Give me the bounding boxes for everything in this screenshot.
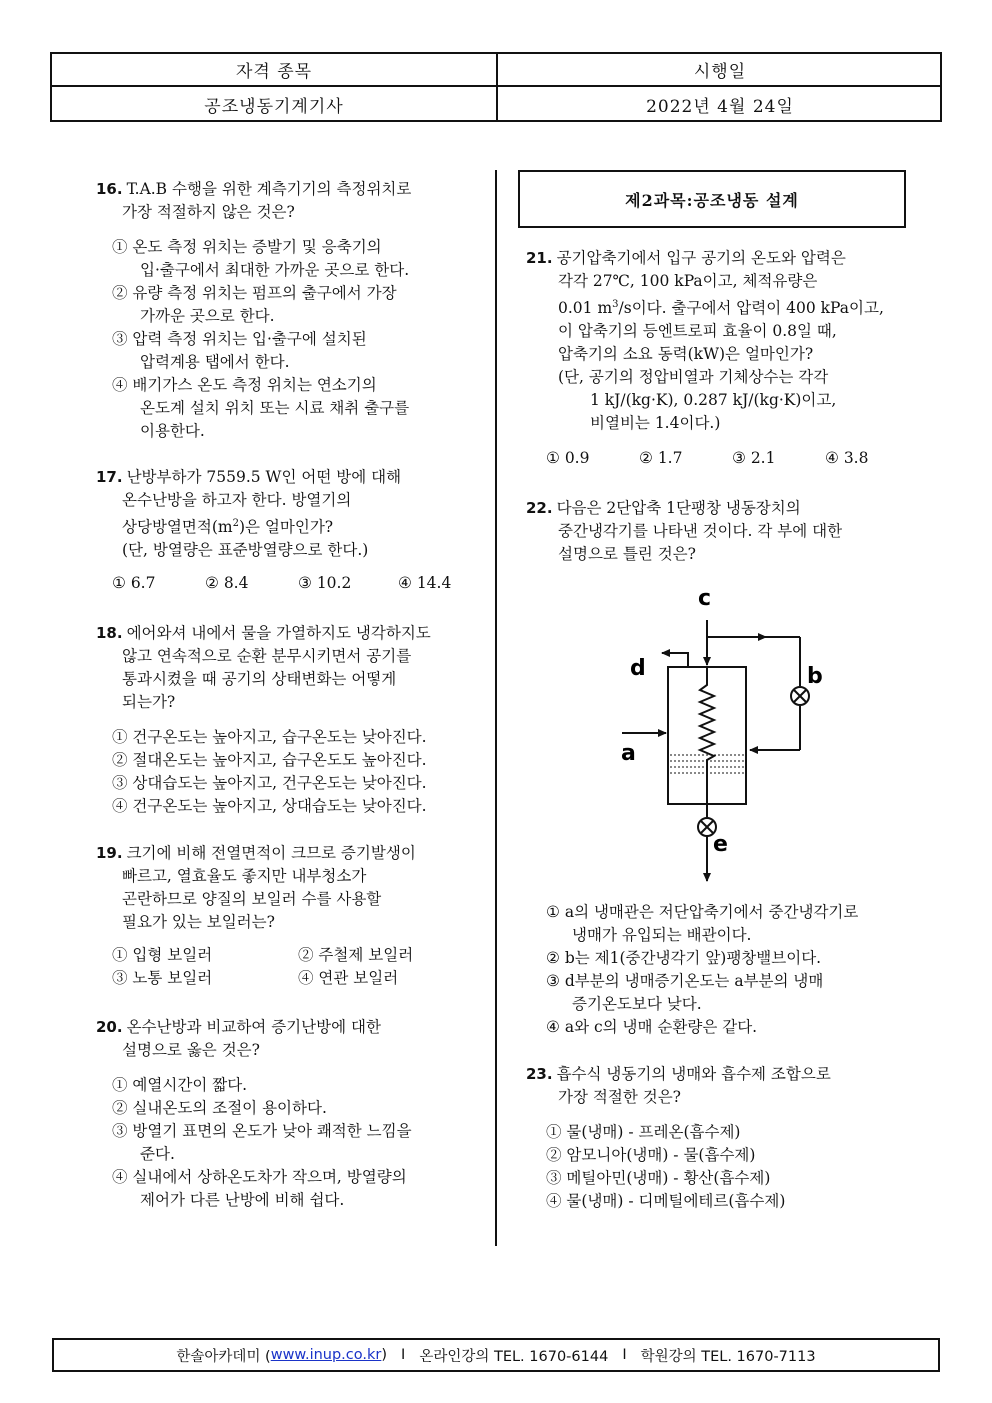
answer-option: ① 물(냉매) - 프레온(흡수제) bbox=[546, 1123, 741, 1141]
question-condition: (단, 공기의 정압비열과 기체상수는 각각 bbox=[558, 368, 829, 387]
question-number: 23. bbox=[526, 1065, 553, 1083]
answer-option: ③ 메틸아민(냉매) - 황산(흡수제) bbox=[546, 1169, 771, 1187]
answer-option: ③ 10.2 bbox=[298, 574, 352, 593]
answer-option: ④ 14.4 bbox=[398, 574, 452, 593]
header-value-date: 2022년 4월 24일 bbox=[646, 97, 794, 117]
question-18 bbox=[96, 622, 431, 818]
answer-option: ① 입형 보일러 bbox=[112, 946, 213, 964]
header-value-category: 공조냉동기계기사 bbox=[52, 87, 498, 122]
answer-option-cont: 제어가 다른 난방에 비해 쉽다. bbox=[140, 1191, 345, 1209]
answer-option: ④ 실내에서 상하온도차가 작으며, 방열량의 bbox=[112, 1168, 407, 1186]
answer-option-cont: 냉매가 유입되는 배관이다. bbox=[572, 926, 752, 944]
answer-option-cont: 가까운 곳으로 한다. bbox=[140, 307, 275, 325]
question-text: 크기에 비해 전열면적이 크므로 증기발생이 bbox=[126, 844, 416, 862]
question-condition: 1 kJ/(kg·K), 0.287 kJ/(kg·K)이고, bbox=[590, 391, 837, 410]
question-text: 에어와셔 내에서 물을 가열하지도 냉각하지도 bbox=[126, 624, 431, 642]
diagram-label-b: b bbox=[807, 664, 823, 689]
question-21 bbox=[526, 247, 884, 470]
question-text: 가장 적절하지 않은 것은? bbox=[122, 203, 295, 221]
question-number: 22. bbox=[526, 499, 553, 517]
answer-option: ④ 배기가스 온도 측정 위치는 연소기의 bbox=[112, 376, 377, 394]
footer-academy-close: ) bbox=[381, 1347, 388, 1363]
question-number: 20. bbox=[96, 1018, 123, 1036]
question-text: 않고 연속적으로 순환 분무시키면서 공기를 bbox=[122, 647, 412, 665]
question-number: 18. bbox=[96, 624, 123, 642]
answer-option: ③ 노통 보일러 bbox=[112, 969, 213, 987]
answer-option-cont: 이용한다. bbox=[140, 422, 205, 440]
question-text: 난방부하가 7559.5 W인 어떤 방에 대해 bbox=[126, 468, 402, 486]
answer-option: ① 6.7 bbox=[112, 574, 156, 593]
question-22-options bbox=[526, 901, 858, 1039]
answer-option: ④ 건구온도는 높아지고, 상대습도는 낮아진다. bbox=[112, 797, 427, 815]
question-text: 압축기의 소요 동력(kW)은 얼마인가? bbox=[558, 345, 814, 364]
question-23 bbox=[526, 1063, 831, 1213]
answer-option: ④ 연관 보일러 bbox=[298, 969, 399, 987]
answer-option: ② 유량 측정 위치는 펌프의 출구에서 가장 bbox=[112, 284, 397, 302]
question-text: T.A.B 수행을 위한 계측기기의 측정위치로 bbox=[126, 180, 412, 198]
question-text: 필요가 있는 보일러는? bbox=[122, 913, 275, 931]
diagram-label-c: c bbox=[698, 586, 712, 611]
question-text: 중간냉각기를 나타낸 것이다. 각 부에 대한 bbox=[558, 522, 843, 540]
question-condition: 비열비는 1.4이다.) bbox=[590, 414, 721, 433]
header-label-category: 자격 종목 bbox=[52, 54, 498, 85]
question-text: 통과시켰을 때 공기의 상태변화는 어떻게 bbox=[122, 670, 397, 688]
question-text: 각각 27℃, 100 kPa이고, 체적유량은 bbox=[558, 272, 818, 290]
answer-option: ④ 3.8 bbox=[825, 449, 869, 468]
question-text: 공기압축기에서 입구 공기의 온도와 압력은 bbox=[556, 249, 846, 267]
answer-option: ② 절대온도는 높아지고, 습구온도도 높아진다. bbox=[112, 751, 427, 769]
footer-offline-tel: 학원강의 TEL. 1670-7113 bbox=[640, 1348, 816, 1365]
answer-option: ① 예열시간이 짧다. bbox=[112, 1076, 248, 1094]
question-17 bbox=[96, 466, 451, 595]
answer-option: ④ 물(냉매) - 디메틸에테르(흡수제) bbox=[546, 1192, 786, 1210]
answer-option: ③ d부분의 냉매증기온도는 a부분의 냉매 bbox=[546, 972, 824, 990]
question-16 bbox=[96, 178, 411, 443]
answer-option: ② 8.4 bbox=[205, 574, 249, 593]
question-condition: (단, 방열량은 표준방열량으로 한다.) bbox=[122, 541, 369, 560]
question-number: 19. bbox=[96, 844, 123, 862]
question-text: 다음은 2단압축 1단팽창 냉동장치의 bbox=[556, 499, 801, 517]
answer-option: ④ a와 c의 냉매 순환량은 같다. bbox=[546, 1018, 758, 1036]
answer-option: ② 주철제 보일러 bbox=[298, 946, 414, 964]
exam-header-table bbox=[50, 52, 942, 122]
answer-option: ① 0.9 bbox=[546, 449, 590, 468]
answer-option: ③ 방열기 표면의 온도가 낮아 쾌적한 느낌을 bbox=[112, 1122, 412, 1140]
footer-bar bbox=[52, 1338, 940, 1372]
answer-option-cont: 온도계 설치 위치 또는 시료 채취 출구를 bbox=[140, 399, 410, 417]
answer-option: ② b는 제1(중간냉각기 앞)팽창밸브이다. bbox=[546, 949, 822, 967]
question-text: 온수난방과 비교하여 증기난방에 대한 bbox=[126, 1018, 381, 1036]
footer-separator: I bbox=[622, 1347, 627, 1363]
question-text: 이 압축기의 등엔트로피 효율이 0.8일 때, bbox=[558, 322, 837, 341]
question-text: 빠르고, 열효율도 좋지만 내부청소가 bbox=[122, 867, 367, 885]
question-text: 곤란하므로 양질의 보일러 수를 사용할 bbox=[122, 890, 382, 908]
diagram-label-d: d bbox=[630, 656, 646, 681]
question-number: 17. bbox=[96, 468, 123, 486]
answer-option: ② 1.7 bbox=[639, 449, 683, 468]
header-label-date: 시행일 bbox=[693, 62, 747, 82]
footer-separator: I bbox=[401, 1347, 406, 1363]
diagram-label-a: a bbox=[621, 741, 636, 766]
footer-website-link[interactable]: www.inup.co.kr bbox=[270, 1347, 382, 1363]
diagram-label-e: e bbox=[713, 832, 728, 857]
question-20 bbox=[96, 1016, 412, 1212]
question-text: 되는가? bbox=[122, 693, 176, 711]
answer-option: ③ 2.1 bbox=[732, 449, 776, 468]
question-number: 16. bbox=[96, 180, 123, 198]
subject-title-box: 제2과목:공조냉동 설계 bbox=[518, 170, 906, 228]
question-text: 설명으로 틀린 것은? bbox=[558, 545, 696, 563]
question-text: 흡수식 냉동기의 냉매와 흡수제 조합으로 bbox=[556, 1065, 831, 1083]
question-text: 0.01 $m^3/s$이다. 출구에서 압력이 400 kPa이고, bbox=[558, 299, 884, 318]
question-22 bbox=[526, 497, 842, 566]
answer-option-cont: 준다. bbox=[140, 1145, 175, 1163]
answer-option: ① 건구온도는 높아지고, 습구온도는 낮아진다. bbox=[112, 728, 427, 746]
column-divider bbox=[495, 170, 497, 1246]
footer-online-tel: 온라인강의 TEL. 1670-6144 bbox=[419, 1348, 609, 1365]
heat-exchanger-coil bbox=[700, 667, 714, 804]
answer-option: ① a의 냉매관은 저단압축기에서 중간냉각기로 bbox=[546, 903, 859, 921]
answer-option: ③ 압력 측정 위치는 입·출구에 설치된 bbox=[112, 330, 367, 348]
answer-option-cont: 입·출구에서 최대한 가까운 곳으로 한다. bbox=[140, 261, 410, 279]
question-text: 온수난방을 하고자 한다. 방열기의 bbox=[122, 491, 352, 509]
answer-option: ② 실내온도의 조절이 용이하다. bbox=[112, 1099, 327, 1117]
answer-option: ① 온도 측정 위치는 증발기 및 응축기의 bbox=[112, 238, 382, 256]
answer-option-cont: 압력계용 탭에서 한다. bbox=[140, 353, 290, 371]
answer-option: ③ 상대습도는 높아지고, 건구온도는 낮아진다. bbox=[112, 774, 427, 792]
question-text: 가장 적절한 것은? bbox=[558, 1088, 681, 1106]
d-outlet-line bbox=[662, 653, 688, 667]
question-text: 설명으로 옳은 것은? bbox=[122, 1041, 260, 1059]
question-number: 21. bbox=[526, 249, 553, 267]
intercooler-diagram bbox=[600, 585, 840, 885]
question-text: 상당방열면적$(m^2)$은 얼마인가? bbox=[122, 518, 334, 537]
answer-option-cont: 증기온도보다 낮다. bbox=[572, 995, 702, 1013]
question-19 bbox=[96, 842, 416, 990]
answer-option: ② 암모니아(냉매) - 물(흡수제) bbox=[546, 1146, 756, 1164]
footer-academy: 한솔아카데미 ( bbox=[176, 1348, 271, 1365]
